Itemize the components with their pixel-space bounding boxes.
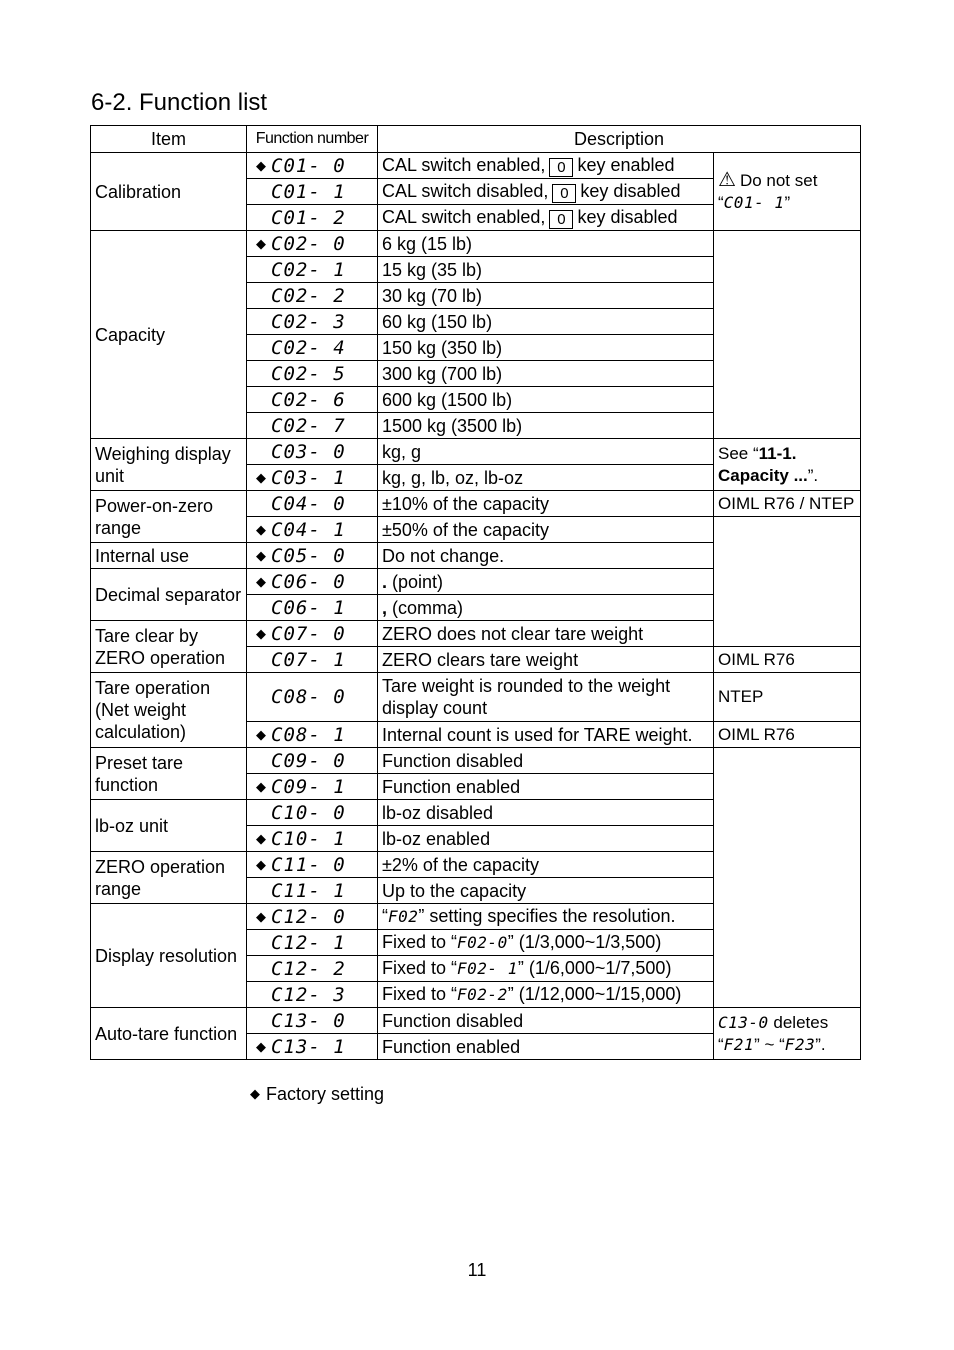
- function-number: ◆ C04- 1: [247, 517, 378, 543]
- note-calibration: ⚠ Do not set “C01- 1”: [714, 153, 861, 231]
- description: 15 kg (35 lb): [378, 257, 714, 283]
- description: 150 kg (350 lb): [378, 335, 714, 361]
- factory-setting-marker: ◆: [256, 908, 266, 924]
- function-number: ◆ C01- 0: [247, 153, 378, 179]
- table-row: [91, 673, 861, 722]
- note-oiml: OIML R76: [714, 647, 861, 673]
- description: 600 kg (1500 lb): [378, 387, 714, 413]
- factory-setting-marker: ◆: [256, 547, 266, 563]
- note-ntep: NTEP: [714, 673, 861, 722]
- function-number: C02- 1: [247, 257, 378, 283]
- page-title: 6-2. Function list: [91, 89, 268, 116]
- item-auto-tare-function: Auto-tare function: [91, 1008, 247, 1060]
- factory-setting-marker: ◆: [256, 625, 266, 641]
- description: Function disabled: [378, 1008, 714, 1034]
- description: CAL switch enabled, 0 key enabled: [378, 153, 714, 179]
- function-number: ◆ C13- 1: [247, 1034, 378, 1060]
- item-tare-clear-by-zero: Tare clear by ZERO operation: [91, 621, 247, 673]
- description: ±10% of the capacity: [378, 491, 714, 517]
- description: kg, g: [378, 439, 714, 465]
- note-oiml-ntep: OIML R76 / NTEP: [714, 491, 861, 517]
- item-tare-operation: Tare operation (Net weight calculation): [91, 673, 247, 748]
- item-calibration: Calibration: [91, 153, 247, 231]
- item-weighing-display-unit: Weighing display unit: [91, 439, 247, 491]
- item-internal-use: Internal use: [91, 543, 247, 569]
- factory-setting-marker: ◆: [250, 1086, 260, 1101]
- description: lb-oz enabled: [378, 826, 714, 852]
- description: . (point): [378, 569, 714, 595]
- factory-setting-marker: ◆: [256, 856, 266, 872]
- note-auto-tare: C13-0 deletes “F21” ~ “F23”.: [714, 1008, 861, 1060]
- function-number: C06- 1: [247, 595, 378, 621]
- function-number: C02- 3: [247, 309, 378, 335]
- description: Function enabled: [378, 774, 714, 800]
- function-number: ◆ C03- 1: [247, 465, 378, 491]
- function-list-table: [90, 125, 861, 1060]
- description: ZERO does not clear tare weight: [378, 621, 714, 647]
- description: CAL switch enabled, 0 key disabled: [378, 205, 714, 231]
- factory-setting-marker: ◆: [256, 726, 266, 742]
- function-number: ◆ C10- 1: [247, 826, 378, 852]
- table-row: [91, 1008, 861, 1034]
- function-number: C02- 2: [247, 283, 378, 309]
- function-number: C12- 1: [247, 930, 378, 956]
- table-row: [91, 231, 861, 257]
- description: Function enabled: [378, 1034, 714, 1060]
- function-number: C11- 1: [247, 878, 378, 904]
- function-number: ◆ C02- 0: [247, 231, 378, 257]
- zero-key-symbol: 0: [552, 184, 576, 203]
- header-item: Item: [91, 126, 247, 153]
- description: ±2% of the capacity: [378, 852, 714, 878]
- page-number: 11: [467, 1260, 487, 1280]
- table-row: [91, 439, 861, 465]
- factory-setting-marker: ◆: [256, 521, 266, 537]
- function-number: C03- 0: [247, 439, 378, 465]
- description: kg, g, lb, oz, lb-oz: [378, 465, 714, 491]
- description: 300 kg (700 lb): [378, 361, 714, 387]
- item-lb-oz-unit: lb-oz unit: [91, 800, 247, 852]
- factory-setting-marker: ◆: [256, 573, 266, 589]
- function-number: C01- 2: [247, 205, 378, 231]
- function-number: C10- 0: [247, 800, 378, 826]
- header-function-number: Function number: [247, 126, 378, 153]
- factory-setting-marker: ◆: [256, 469, 266, 485]
- warning-icon: ⚠: [718, 169, 736, 191]
- item-display-resolution: Display resolution: [91, 904, 247, 1008]
- factory-setting-marker: ◆: [256, 157, 266, 173]
- function-number: ◆ C08- 1: [247, 722, 378, 748]
- function-number: ◆ C11- 0: [247, 852, 378, 878]
- description: 6 kg (15 lb): [378, 231, 714, 257]
- function-number: ◆ C09- 1: [247, 774, 378, 800]
- note-see-capacity: See “11-1. Capacity ...”.: [714, 439, 861, 491]
- function-number: C02- 4: [247, 335, 378, 361]
- description: Fixed to “F02-2” (1/12,000~1/15,000): [378, 982, 714, 1008]
- zero-key-symbol: 0: [549, 158, 573, 177]
- table-row: [91, 153, 861, 179]
- function-number: C09- 0: [247, 748, 378, 774]
- factory-setting-marker: ◆: [256, 830, 266, 846]
- note-empty: [714, 231, 861, 439]
- description: “F02” setting specifies the resolution.: [378, 904, 714, 930]
- function-number: C01- 1: [247, 179, 378, 205]
- function-number: ◆ C07- 0: [247, 621, 378, 647]
- description: Up to the capacity: [378, 878, 714, 904]
- description: , (comma): [378, 595, 714, 621]
- item-power-on-zero-range: Power-on-zero range: [91, 491, 247, 543]
- header-description: Description: [378, 126, 861, 153]
- note-empty: [714, 748, 861, 1008]
- table-row: [91, 748, 861, 774]
- zero-key-symbol: 0: [549, 210, 573, 229]
- function-number: C12- 2: [247, 956, 378, 982]
- factory-setting-marker: ◆: [256, 1038, 266, 1054]
- item-preset-tare: Preset tare function: [91, 748, 247, 800]
- factory-setting-footnote: ◆ Factory setting: [250, 1084, 385, 1104]
- function-number: ◆ C06- 0: [247, 569, 378, 595]
- item-zero-operation-range: ZERO operation range: [91, 852, 247, 904]
- table-header-row: [91, 126, 861, 153]
- description: 30 kg (70 lb): [378, 283, 714, 309]
- description: ±50% of the capacity: [378, 517, 714, 543]
- function-number: C12- 3: [247, 982, 378, 1008]
- function-number: C02- 6: [247, 387, 378, 413]
- description: Tare weight is rounded to the weight display count: [378, 673, 714, 722]
- description: Function disabled: [378, 748, 714, 774]
- description: 1500 kg (3500 lb): [378, 413, 714, 439]
- item-capacity: Capacity: [91, 231, 247, 439]
- note-oiml: OIML R76: [714, 722, 861, 748]
- factory-setting-marker: ◆: [256, 778, 266, 794]
- function-number: C08- 0: [247, 673, 378, 722]
- note-empty: [714, 517, 861, 647]
- factory-setting-marker: ◆: [256, 235, 266, 251]
- description: Fixed to “F02- 1” (1/6,000~1/7,500): [378, 956, 714, 982]
- item-decimal-separator: Decimal separator: [91, 569, 247, 621]
- function-number: C02- 5: [247, 361, 378, 387]
- table-row: [91, 491, 861, 517]
- function-number: ◆ C12- 0: [247, 904, 378, 930]
- function-number: C02- 7: [247, 413, 378, 439]
- description: CAL switch disabled, 0 key disabled: [378, 179, 714, 205]
- function-number: C13- 0: [247, 1008, 378, 1034]
- function-number: ◆ C05- 0: [247, 543, 378, 569]
- description: lb-oz disabled: [378, 800, 714, 826]
- function-number: C04- 0: [247, 491, 378, 517]
- description: Do not change.: [378, 543, 714, 569]
- description: Internal count is used for TARE weight.: [378, 722, 714, 748]
- function-number: C07- 1: [247, 647, 378, 673]
- description: ZERO clears tare weight: [378, 647, 714, 673]
- description: Fixed to “F02-0” (1/3,000~1/3,500): [378, 930, 714, 956]
- description: 60 kg (150 lb): [378, 309, 714, 335]
